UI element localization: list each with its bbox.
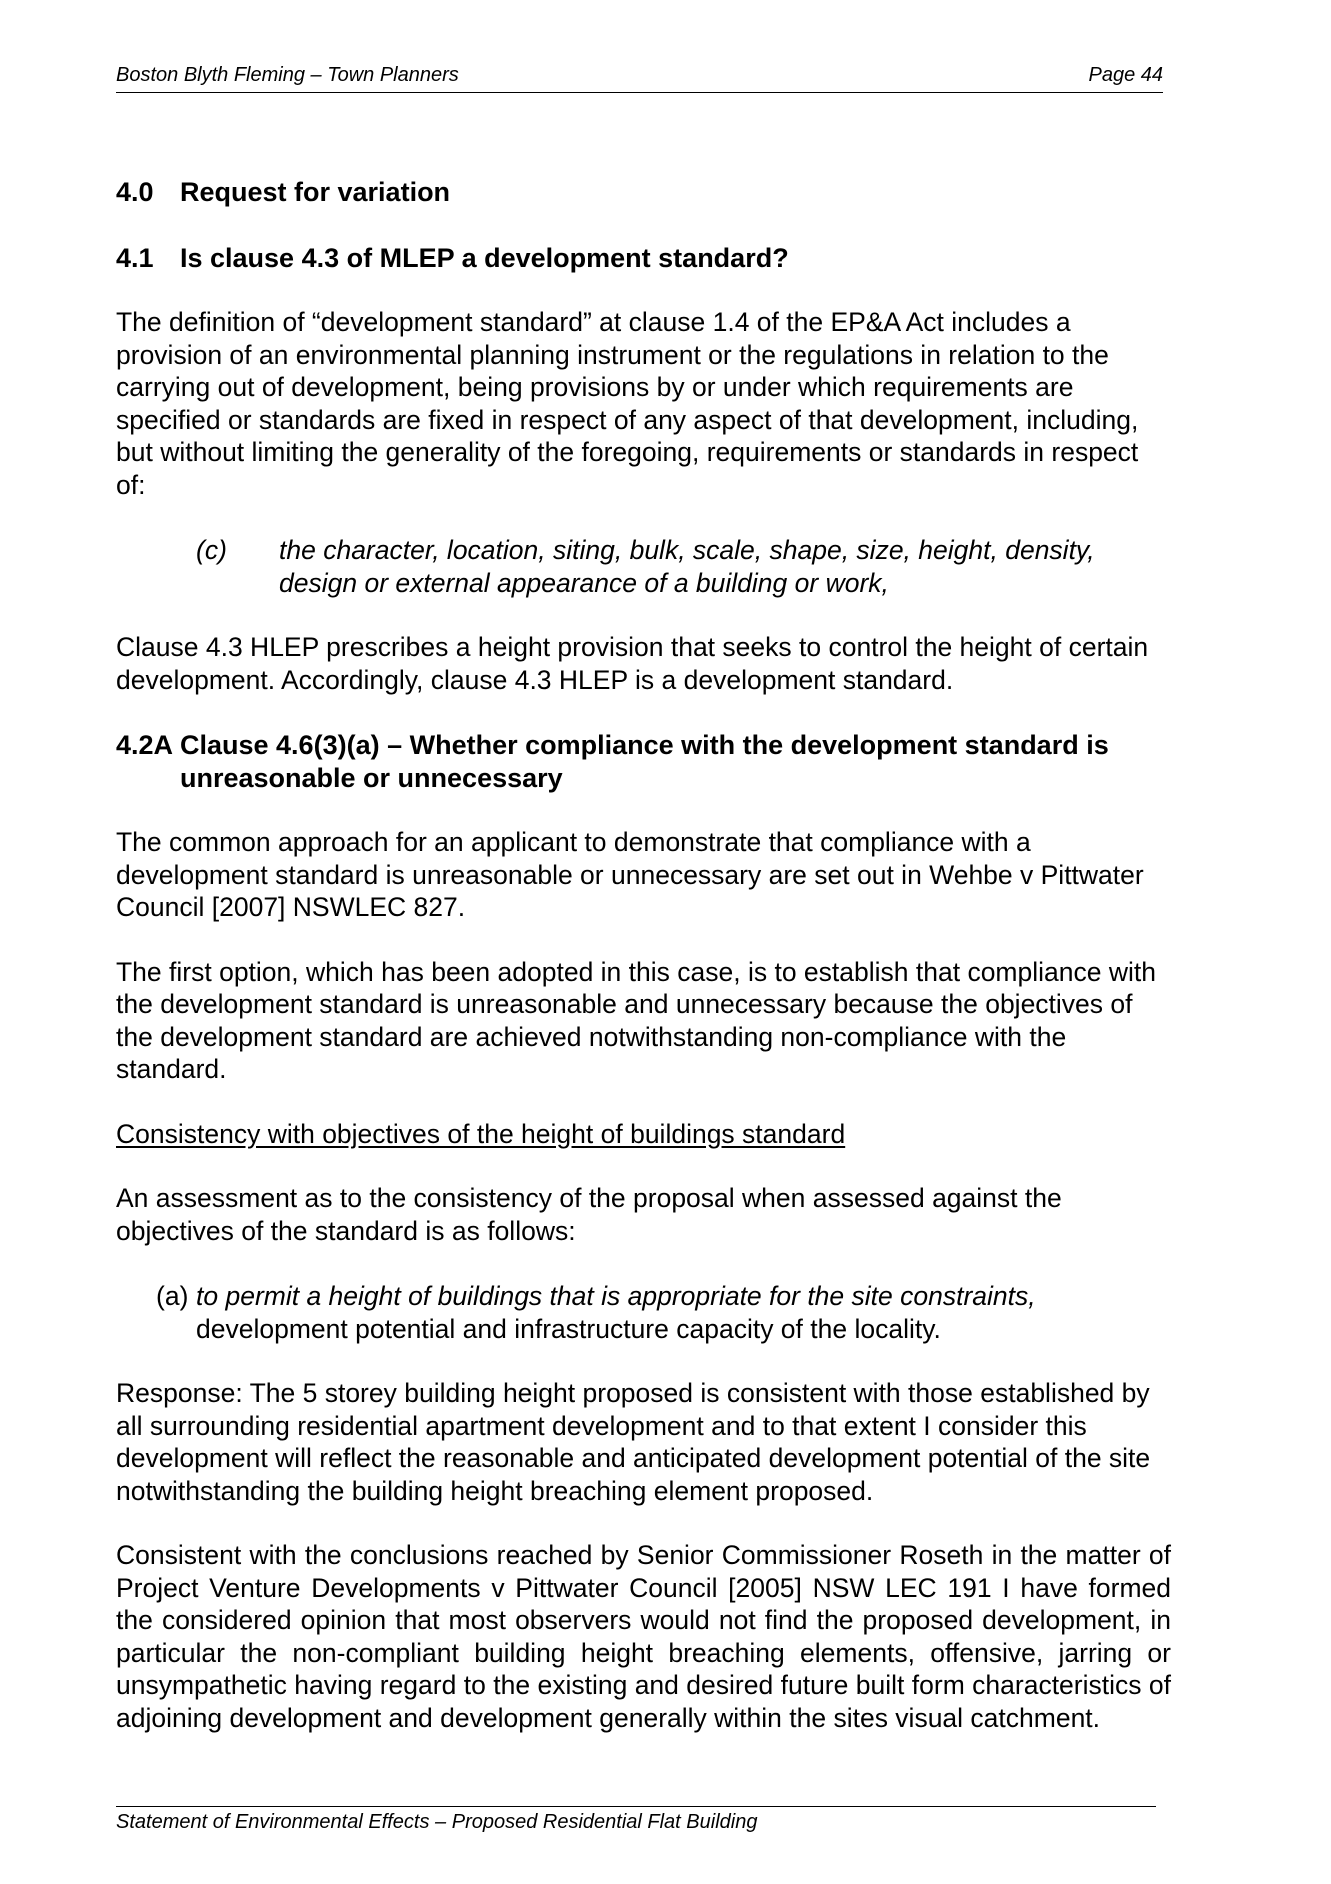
clause-text: the character, location, siting, bulk, scale, shape, size, height, density, design or external appearance of a building or work, — [279, 535, 1095, 598]
paragraph-first-option: The first option, which has been adopted in this case, is to establish that compliance with the development standard is unreasonable and unnecessary because the objectives of the development standard are achieved notwithstanding non-compliance with the standard. — [116, 956, 1156, 1084]
objective-label: (a) — [156, 1281, 189, 1311]
paragraph-definition: The definition of “development standard” at clause 1.4 of the EP&A Act includes a provision of an environmental planning instrument or the regulations in relation to the carrying out of development, being provisions by or under which requirements are specified or standards are fixed in respect of any aspect of that development, including, but without limiting the generality of the foregoing, requirements or standards in respect of: — [116, 307, 1139, 500]
page-content — [116, 176, 1171, 1734]
heading-title: Is clause 4.3 of MLEP a development standard? — [180, 242, 789, 273]
heading-4-0 — [116, 176, 1171, 209]
footer-text: Statement of Environmental Effects – Proposed Residential Flat Building — [116, 1811, 758, 1833]
paragraph-assessment: An assessment as to the consistency of the proposal when assessed against the objectives of the standard is as follows: — [116, 1183, 1062, 1246]
clause-label: (c) — [196, 535, 227, 565]
page-footer — [116, 1806, 1156, 1834]
heading-4-1 — [116, 242, 1171, 275]
heading-4-2a — [116, 729, 1171, 794]
paragraph-roseth: Consistent with the conclusions reached by Senior Commissioner Roseth in the matter of Project Venture Developments v Pittwater Council [2005] NSW LEC 191 I have formed the considered opinion that most observers would not find the proposed development, in particular the non-compliant building height breaching elements, offensive, jarring or unsympathetic having regard to the existing and desired future built form characteristics of adjoining development and development generally within the sites visual catchment. — [116, 1540, 1171, 1733]
heading-number: 4.1 — [116, 242, 154, 273]
header-page-number: Page 44 — [1088, 64, 1163, 86]
heading-title: Request for variation — [180, 177, 451, 207]
heading-number: 4.2A — [116, 730, 174, 760]
page-header — [116, 64, 1163, 93]
heading-number: 4.0 — [116, 177, 154, 207]
heading-title: Clause 4.6(3)(a) – Whether compliance with the development standard is unreasonable or unnecessary — [180, 730, 1109, 793]
subheading-consistency: Consistency with objectives of the height of buildings standard — [116, 1118, 846, 1149]
objective-a — [116, 1280, 1171, 1345]
header-firm-name: Boston Blyth Fleming – Town Planners — [116, 64, 459, 86]
objective-rest-text: development potential and infrastructure capacity of the locality. — [196, 1313, 941, 1344]
paragraph-hlep: Clause 4.3 HLEP prescribes a height provision that seeks to control the height of certain development. Accordingly, clause 4.3 HLEP is a development standard. — [116, 632, 1149, 695]
quoted-clause-c — [116, 534, 1171, 599]
objective-italic-text: to permit a height of buildings that is appropriate for the site constraints, — [196, 1281, 1036, 1311]
paragraph-common-approach: The common approach for an applicant to demonstrate that compliance with a development standard is unreasonable or unnecessary are set out in Wehbe v Pittwater Council [2007] NSWLEC 827. — [116, 827, 1144, 922]
paragraph-response: Response: The 5 storey building height proposed is consistent with those established by all surrounding residential apartment development and to that extent I consider this development will reflect the reasonable and anticipated development potential of the site notwithstanding the building height breaching element proposed. — [116, 1378, 1151, 1506]
